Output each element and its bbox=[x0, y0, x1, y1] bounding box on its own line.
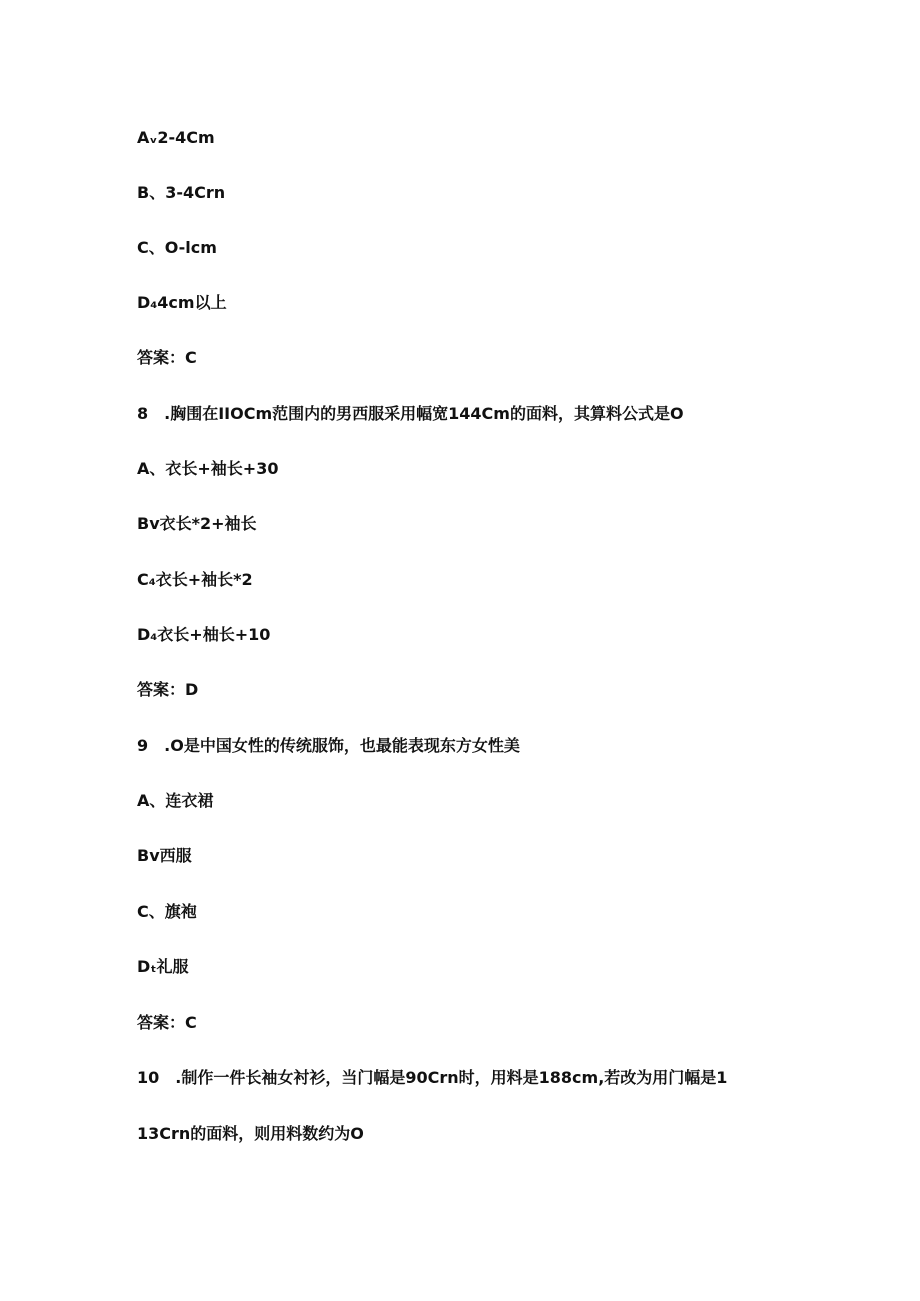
option-d-q8: D₄衣长+柚长+10 bbox=[137, 625, 271, 644]
option-c-q9: C、旗袍 bbox=[137, 902, 197, 921]
option-c-q7: C、O-lcm bbox=[137, 238, 217, 257]
option-b-q8: Bv衣长*2+袖长 bbox=[137, 514, 257, 533]
option-d-q7: D₄4cm以上 bbox=[137, 293, 227, 312]
answer-q9: 答案：C bbox=[137, 1013, 197, 1032]
option-a-q7: Aᵥ2-4Cm bbox=[137, 128, 215, 147]
option-c-q8: C₄衣长+袖长*2 bbox=[137, 570, 253, 589]
option-d-q9: Dₜ礼服 bbox=[137, 957, 189, 976]
option-b-q9: Bv西服 bbox=[137, 846, 192, 865]
option-a-q8: A、衣长+袖长+30 bbox=[137, 459, 279, 478]
question-8: 8 .胸围在IIOCm范围内的男西服采用幅宽144Cm的面料，其算料公式是O bbox=[137, 404, 684, 423]
question-10: 10 .制作一件长袖女衬衫，当门幅是90Crn时，用料是188cm,若改为用门幅是1 bbox=[137, 1068, 728, 1087]
answer-q7: 答案：C bbox=[137, 348, 197, 367]
question-9: 9 .O是中国女性的传统服饰，也最能表现东方女性美 bbox=[137, 736, 520, 755]
question-10-continued: 13Crn的面料，则用料数约为O bbox=[137, 1124, 364, 1143]
option-b-q7: B、3-4Crn bbox=[137, 183, 226, 202]
answer-q8: 答案：D bbox=[137, 680, 199, 699]
option-a-q9: A、连衣裙 bbox=[137, 791, 214, 810]
